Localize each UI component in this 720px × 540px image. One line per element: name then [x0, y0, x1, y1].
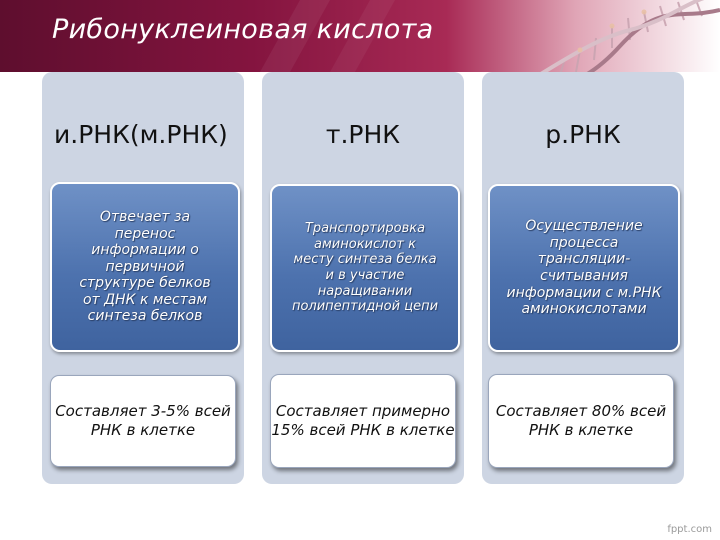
share-line: примерно 15% всей — [271, 402, 451, 439]
description-line: от ДНК к местам — [82, 291, 208, 308]
column-heading: т.РНК — [325, 119, 401, 149]
description-line: наращивании — [317, 283, 413, 299]
share-line: РНК в клетке — [350, 421, 455, 439]
share-line: всей РНК в клетке — [528, 402, 667, 439]
rrna-function-box — [488, 184, 680, 352]
description-line: процесса — [549, 234, 619, 251]
mrna-function-box — [50, 182, 240, 352]
description-line: перенос — [114, 225, 176, 242]
mrna-share-box — [50, 375, 236, 467]
rrna-share-box — [488, 374, 674, 468]
description-line: информации о — [91, 242, 199, 259]
description-line: считывания — [540, 268, 628, 284]
share-line: Составляет — [275, 402, 368, 421]
page-title: Рибонуклеиновая кислота — [52, 14, 434, 45]
description-line: Осуществление — [525, 218, 643, 235]
description-line: информации с м.РНК — [506, 284, 662, 301]
watermark: fppt.com — [667, 524, 712, 535]
description-line: структуре белков — [79, 275, 211, 292]
column-heading: и.РНК(м.РНК) — [54, 119, 228, 149]
column-heading: р.РНК — [545, 119, 621, 149]
share-line: всей РНК в клетке — [90, 402, 231, 439]
share-line: Составляет 3-5% — [55, 402, 190, 421]
description-line: Транспортировка — [304, 221, 426, 237]
description-line: аминокислотами — [521, 301, 647, 318]
description-line: месту синтеза белка — [293, 252, 437, 268]
description-line: полипептидной цепи — [291, 299, 439, 315]
description-line: трансляции- — [537, 251, 631, 268]
trna-share-box — [270, 374, 456, 468]
description-line: первичной — [105, 258, 185, 275]
description-line: синтеза белков — [87, 308, 203, 325]
share-line: Составляет 80% — [495, 402, 626, 421]
description-line: Отвечает за — [99, 209, 191, 226]
description-line: аминокислот к — [314, 236, 416, 252]
description-line: и в участие — [325, 268, 405, 283]
trna-function-box — [270, 184, 460, 352]
